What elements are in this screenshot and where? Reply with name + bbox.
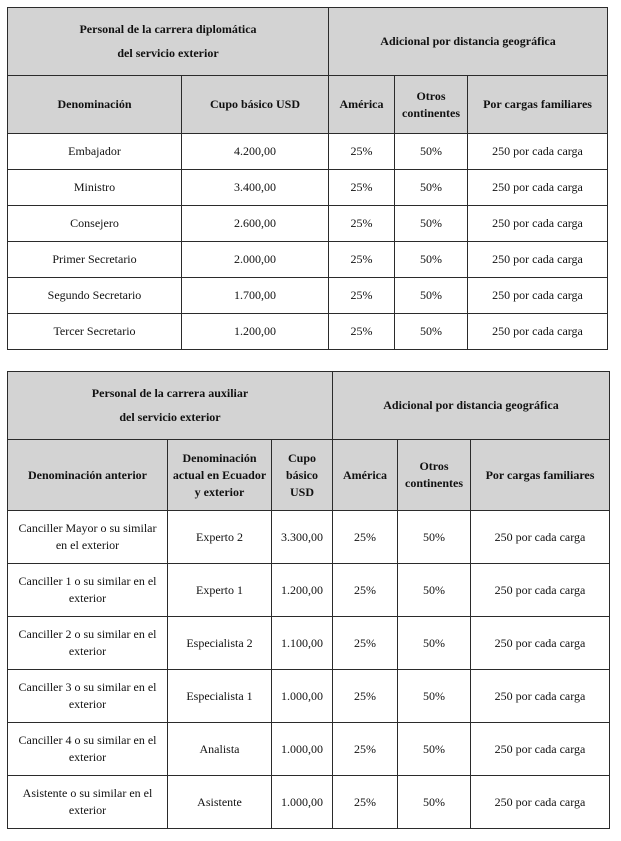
- table-cell: 1.000,00: [272, 670, 333, 723]
- group-header: Adicional por distancia geográfica: [329, 8, 608, 76]
- table-row: [8, 206, 608, 242]
- column-header: Por cargas familiares: [468, 76, 608, 134]
- table-cell: 50%: [398, 511, 471, 564]
- table-cell: 25%: [333, 776, 398, 829]
- table-cell: 250 por cada carga: [468, 206, 608, 242]
- table-cell: 1.100,00: [272, 617, 333, 670]
- column-header: Otros continentes: [395, 76, 468, 134]
- table-cell: 1.000,00: [272, 776, 333, 829]
- table-cell: Canciller 3 o su similar en el exterior: [8, 670, 168, 723]
- table-cell: 250 por cada carga: [471, 617, 610, 670]
- table-title-line-1: Personal de la carrera auxiliar: [91, 386, 249, 400]
- table-cell: 250 por cada carga: [471, 670, 610, 723]
- table-cell: Canciller 2 o su similar en el exterior: [8, 617, 168, 670]
- table-cell: 50%: [398, 776, 471, 829]
- table-cell: 250 por cada carga: [468, 314, 608, 350]
- table-title-line-2: del servicio exterior: [119, 410, 221, 424]
- table-cell: 50%: [395, 170, 468, 206]
- table-cell: 1.700,00: [182, 278, 329, 314]
- table-cell: Experto 2: [168, 511, 272, 564]
- table-cell: 1.200,00: [272, 564, 333, 617]
- table-cell: 250 por cada carga: [468, 134, 608, 170]
- table-row: [8, 617, 610, 670]
- column-header: Otros continentes: [398, 440, 471, 511]
- table-cell: 25%: [333, 617, 398, 670]
- table-cell: 25%: [329, 134, 395, 170]
- table-cell: 3.400,00: [182, 170, 329, 206]
- table-title: [8, 372, 333, 440]
- table-row: [8, 278, 608, 314]
- table-cell: 250 por cada carga: [471, 776, 610, 829]
- table-cell: 250 por cada carga: [471, 723, 610, 776]
- table-cell: 250 por cada carga: [471, 511, 610, 564]
- table-title-line-2: del servicio exterior: [117, 46, 219, 60]
- table-cell: 25%: [333, 670, 398, 723]
- table-cell: Primer Secretario: [8, 242, 182, 278]
- table-row: [8, 314, 608, 350]
- table-cell: Asistente o su similar en el exterior: [8, 776, 168, 829]
- table-row: [8, 776, 610, 829]
- table-cell: Embajador: [8, 134, 182, 170]
- table-cell: 25%: [333, 723, 398, 776]
- table-cell: Canciller 4 o su similar en el exterior: [8, 723, 168, 776]
- table-cell: 50%: [395, 278, 468, 314]
- table-cell: 50%: [395, 134, 468, 170]
- table-cell: 2.600,00: [182, 206, 329, 242]
- table-cell: 4.200,00: [182, 134, 329, 170]
- column-header: América: [333, 440, 398, 511]
- table-cell: 250 por cada carga: [468, 242, 608, 278]
- table-cell: Tercer Secretario: [8, 314, 182, 350]
- table-cell: 25%: [333, 564, 398, 617]
- table-cell: Asistente: [168, 776, 272, 829]
- table-cell: 250 por cada carga: [468, 278, 608, 314]
- column-header: América: [329, 76, 395, 134]
- table-cell: 1.000,00: [272, 723, 333, 776]
- column-header: Denominación: [8, 76, 182, 134]
- table-cell: 50%: [398, 723, 471, 776]
- table-cell: 2.000,00: [182, 242, 329, 278]
- table-row: [8, 134, 608, 170]
- column-header: Cupo básico USD: [272, 440, 333, 511]
- table-cell: Ministro: [8, 170, 182, 206]
- table-cell: 50%: [398, 670, 471, 723]
- table-cell: Canciller 1 o su similar en el exterior: [8, 564, 168, 617]
- table-cell: 1.200,00: [182, 314, 329, 350]
- table-row: [8, 511, 610, 564]
- column-header: Denominación actual en Ecuador y exterior: [168, 440, 272, 511]
- table-cell: 25%: [329, 170, 395, 206]
- table-row: [8, 242, 608, 278]
- table-cell: 25%: [329, 242, 395, 278]
- table-cell: Segundo Secretario: [8, 278, 182, 314]
- table-row: [8, 564, 610, 617]
- column-header: Por cargas familiares: [471, 440, 610, 511]
- table-cell: 50%: [398, 617, 471, 670]
- table-cell: 50%: [395, 314, 468, 350]
- column-header: Denominación anterior: [8, 440, 168, 511]
- table-cell: 50%: [398, 564, 471, 617]
- table-cell: Canciller Mayor o su similar en el exterior: [8, 511, 168, 564]
- group-header: Adicional por distancia geográfica: [333, 372, 610, 440]
- diplomatic-career-table: [7, 7, 608, 350]
- table-cell: 3.300,00: [272, 511, 333, 564]
- table-cell: Especialista 1: [168, 670, 272, 723]
- table-cell: Analista: [168, 723, 272, 776]
- table-cell: 250 por cada carga: [468, 170, 608, 206]
- table-cell: Experto 1: [168, 564, 272, 617]
- table-cell: 250 por cada carga: [471, 564, 610, 617]
- auxiliary-career-table: [7, 371, 610, 829]
- table-title-line-1: Personal de la carrera diplomática: [79, 22, 257, 36]
- table-title: [8, 8, 329, 76]
- table-cell: 25%: [329, 314, 395, 350]
- table-cell: 50%: [395, 242, 468, 278]
- table-cell: Consejero: [8, 206, 182, 242]
- table-cell: 25%: [329, 206, 395, 242]
- table-row: [8, 670, 610, 723]
- table-cell: 50%: [395, 206, 468, 242]
- table-row: [8, 723, 610, 776]
- table-cell: 25%: [329, 278, 395, 314]
- table-row: [8, 170, 608, 206]
- column-header: Cupo básico USD: [182, 76, 329, 134]
- table-cell: 25%: [333, 511, 398, 564]
- table-cell: Especialista 2: [168, 617, 272, 670]
